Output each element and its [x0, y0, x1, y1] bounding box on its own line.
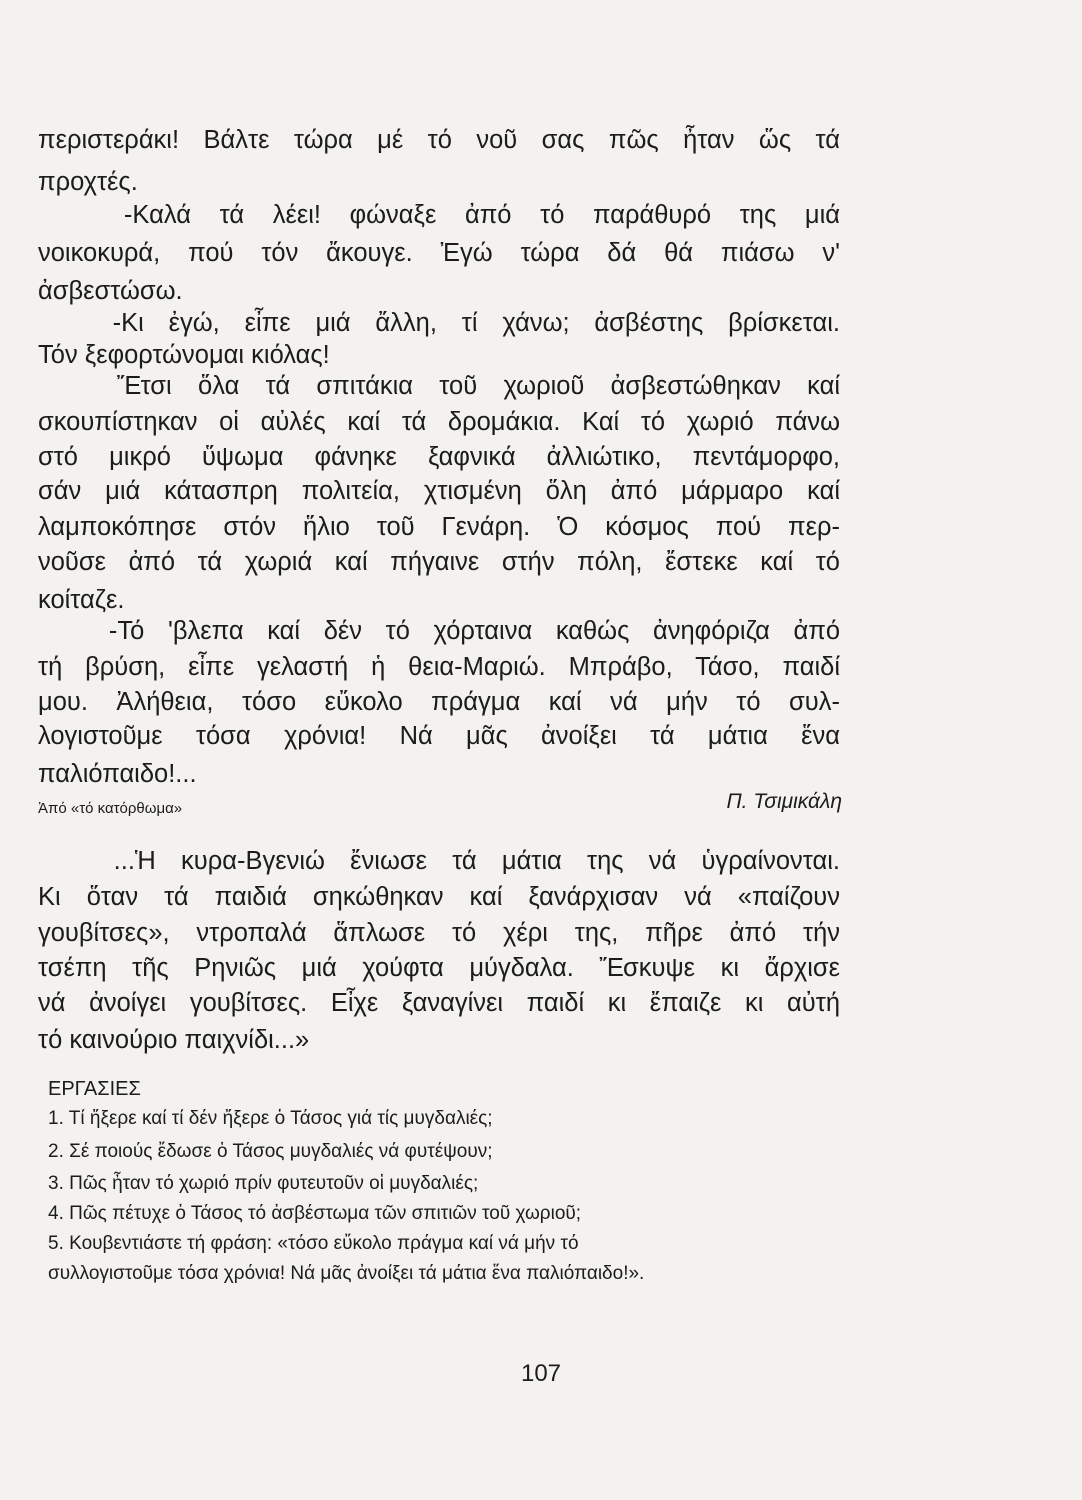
- story-line: νοικοκυρά, πού τόν ἄκουγε. Ἐγώ τώρα δά θά πιάσω ν': [38, 239, 840, 267]
- story-line: νοῦσε ἀπό τά χωριά καί πήγαινε στήν πόλη, ἔστεκε καί τό: [38, 548, 840, 576]
- excerpt-line: Κι ὅταν τά παιδιά σηκώθηκαν καί ξανάρχισαν νά «παίζουν: [38, 883, 840, 911]
- excerpt-line: τό καινούριο παιχνίδι...»: [38, 1026, 310, 1054]
- exercise-item: 4. Πῶς πέτυχε ὁ Τάσος τό ἀσβέστωμα τῶν σπιτιῶν τοῦ χωριοῦ;: [48, 1203, 582, 1224]
- excerpt-line: νά ἀνοίγει γουβίτσες. Εἶχε ξαναγίνει παιδί κι ἔπαιζε κι αὐτή: [38, 989, 840, 1017]
- exercise-item: 5. Κουβεντιάστε τή φράση: «τόσο εὔκολο πράγμα καί νά μήν τό: [48, 1233, 579, 1254]
- story-line: Τόν ξεφορτώνομαι κιόλας!: [38, 341, 330, 369]
- story-line: στό μικρό ὕψωμα φάνηκε ξαφνικά ἀλλιώτικο, πεντάμορφο,: [38, 443, 840, 471]
- story-line: προχτές.: [38, 168, 138, 196]
- story-line: ἀσβεστώσω.: [38, 277, 183, 305]
- story-line: -Καλά τά λέει! φώναξε ἀπό τό παράθυρό της μιά: [38, 201, 840, 229]
- exercises-heading: ΕΡΓΑΣΙΕΣ: [48, 1078, 141, 1100]
- author-name: Π. Τσιμικάλη: [726, 790, 842, 813]
- exercise-item: 1. Τί ἤξερε καί τί δέν ἤξερε ὁ Τάσος γιά τίς μυγδαλιές;: [48, 1108, 493, 1129]
- story-line: περιστεράκι! Βάλτε τώρα μέ τό νοῦ σας πῶς ἦταν ὥς τά: [38, 126, 840, 154]
- story-line: Ἔτσι ὅλα τά σπιτάκια τοῦ χωριοῦ ἀσβεστώθηκαν καί: [38, 372, 840, 400]
- excerpt-line: ...Ἡ κυρα-Βγενιώ ἔνιωσε τά μάτια της νά ὑγραίνονται.: [38, 847, 840, 875]
- story-line: μου. Ἀλήθεια, τόσο εὔκολο πράγμα καί νά μήν τό συλ-: [38, 688, 840, 716]
- story-line: παλιόπαιδο!...: [38, 760, 197, 788]
- story-line: λογιστοῦμε τόσα χρόνια! Νά μᾶς ἀνοίξει τά μάτια ἕνα: [38, 722, 840, 750]
- exercise-item: 2. Σέ ποιούς ἔδωσε ὁ Τάσος μυγδαλιές νά φυτέψουν;: [48, 1141, 493, 1162]
- exercise-item: συλλογιστοῦμε τόσα χρόνια! Νά μᾶς ἀνοίξει τά μάτια ἕνα παλιόπαιδο!».: [48, 1263, 645, 1284]
- story-line: λαμποκόπησε στόν ἥλιο τοῦ Γενάρη. Ὁ κόσμος πού περ-: [38, 513, 840, 541]
- story-line: -Κι ἐγώ, εἶπε μιά ἄλλη, τί χάνω; ἀσβέστης βρίσκεται.: [38, 309, 840, 337]
- page-number: 107: [520, 1360, 562, 1387]
- story-line: σάν μιά κάτασπρη πολιτεία, χτισμένη ὅλη ἀπό μάρμαρο καί: [38, 477, 840, 505]
- story-line: σκουπίστηκαν οἱ αὐλές καί τά δρομάκια. Καί τό χωριό πάνω: [38, 408, 840, 436]
- source-citation: Ἀπό «τό κατόρθωμα»: [38, 800, 183, 817]
- excerpt-line: τσέπη τῆς Ρηνιῶς μιά χούφτα μύγδαλα. Ἔσκυψε κι ἄρχισε: [38, 954, 840, 982]
- story-line: -Τό 'βλεπα καί δέν τό χόρταινα καθώς ἀνηφόριζα ἀπό: [38, 617, 840, 645]
- story-line: τή βρύση, εἶπε γελαστή ἡ θεια-Μαριώ. Μπράβο, Τάσο, παιδί: [38, 653, 840, 681]
- story-line: κοίταζε.: [38, 586, 125, 614]
- exercise-item: 3. Πῶς ἦταν τό χωριό πρίν φυτευτοῦν οἱ μυγδαλιές;: [48, 1173, 479, 1194]
- excerpt-line: γουβίτσες», ντροπαλά ἅπλωσε τό χέρι της, πῆρε ἀπό τήν: [38, 919, 840, 947]
